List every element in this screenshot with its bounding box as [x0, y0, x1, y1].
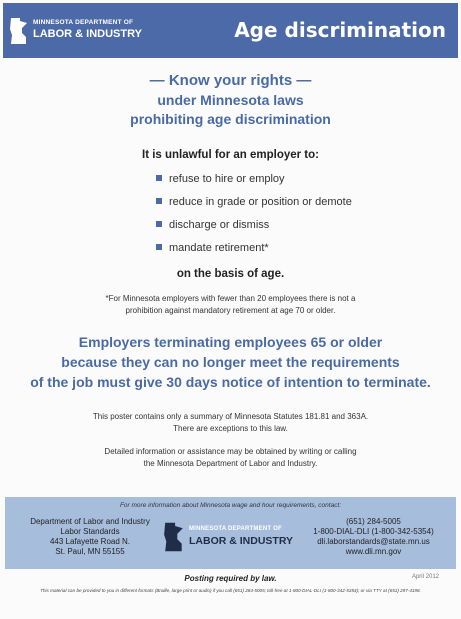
alternate-formats-note: This material can be provided to you in different formats (Braille, large print or audio) if you call (651) 284-5005; toll-free at 1-800-DIAL-DLI (1-800-342-5354); or via TTY at (651) 297-4198. — [40, 588, 421, 593]
phone-number: (651) 284-5005 — [346, 517, 401, 526]
basis-of-age-text: on the basis of age. — [176, 268, 285, 280]
intro-subheading-2: prohibiting age discrimination — [130, 111, 331, 127]
website-link[interactable]: www.dli.mn.gov — [345, 547, 402, 556]
prohibited-actions-list — [156, 173, 352, 265]
list-item-text: mandate retirement* — [169, 242, 269, 254]
footer-contact-intro: For more information about Minnesota wage and hour requirements, contact: — [119, 502, 342, 509]
summary-line-1: This poster contains only a summary of Minnesota Statutes 181.81 and 363A. — [92, 412, 369, 421]
details-line-1: Detailed information or assistance may be obtained by writing or calling — [104, 447, 357, 456]
bullet-square-icon — [156, 244, 162, 250]
logo-agency-label: LABOR & INDUSTRY — [33, 28, 142, 40]
toll-free-number: 1-800-DIAL-DLI (1-800-342-5354) — [313, 527, 434, 536]
address-line: Labor Standards — [60, 527, 120, 536]
page-title: Age discrimination — [234, 18, 446, 42]
notice-requirement-line-1: Employers terminating employees 65 or older — [78, 334, 383, 350]
address-line: St. Paul, MN 55155 — [55, 547, 125, 556]
bullet-square-icon — [156, 221, 162, 227]
list-item — [156, 173, 352, 196]
bullet-square-icon — [156, 175, 162, 181]
mailing-address — [5, 517, 175, 557]
header-banner — [3, 3, 458, 58]
footnote-line-2: prohibition against mandatory retirement at age 70 or older. — [125, 306, 336, 315]
address-line: 443 Lafayette Road N. — [49, 537, 131, 546]
details-line-2: the Minnesota Department of Labor and Industry. — [143, 459, 318, 468]
list-item — [156, 242, 352, 265]
footnote-line-1: *For Minnesota employers with fewer than 20 employees there is not a — [105, 294, 356, 303]
list-item-text: refuse to hire or employ — [169, 173, 285, 185]
know-your-rights-heading: — Know your rights — — [149, 72, 312, 89]
list-item-text: discharge or dismiss — [169, 219, 270, 231]
address-line: Department of Labor and Industry — [30, 517, 150, 526]
logo-dept-label: MINNESOTA DEPARTMENT OF — [33, 19, 134, 26]
intro-subheading-1: under Minnesota laws — [157, 92, 304, 108]
list-item — [156, 219, 352, 242]
bullet-square-icon — [156, 198, 162, 204]
list-item — [156, 196, 352, 219]
summary-line-2: There are exceptions to this law. — [173, 424, 288, 433]
posting-required-text: Posting required by law. — [184, 574, 277, 583]
revision-date: April 2012 — [411, 574, 439, 580]
contact-info — [291, 517, 456, 557]
list-item-text: reduce in grade or position or demote — [169, 196, 352, 208]
unlawful-heading: It is unlawful for an employer to: — [142, 149, 319, 161]
minnesota-state-icon — [9, 17, 29, 45]
notice-requirement-line-2: because they can no longer meet the requirements — [61, 354, 400, 370]
logo-dept-label: MINNESOTA DEPARTMENT OF — [189, 526, 282, 532]
minnesota-state-icon — [163, 521, 185, 553]
email-link[interactable]: dli.laborstandards@state.mn.us — [317, 537, 430, 546]
notice-requirement-line-3: of the job must give 30 days notice of intention to terminate. — [30, 374, 431, 390]
contact-footer — [5, 497, 456, 569]
dli-logo — [9, 15, 159, 49]
logo-agency-label: LABOR & INDUSTRY — [189, 535, 294, 547]
